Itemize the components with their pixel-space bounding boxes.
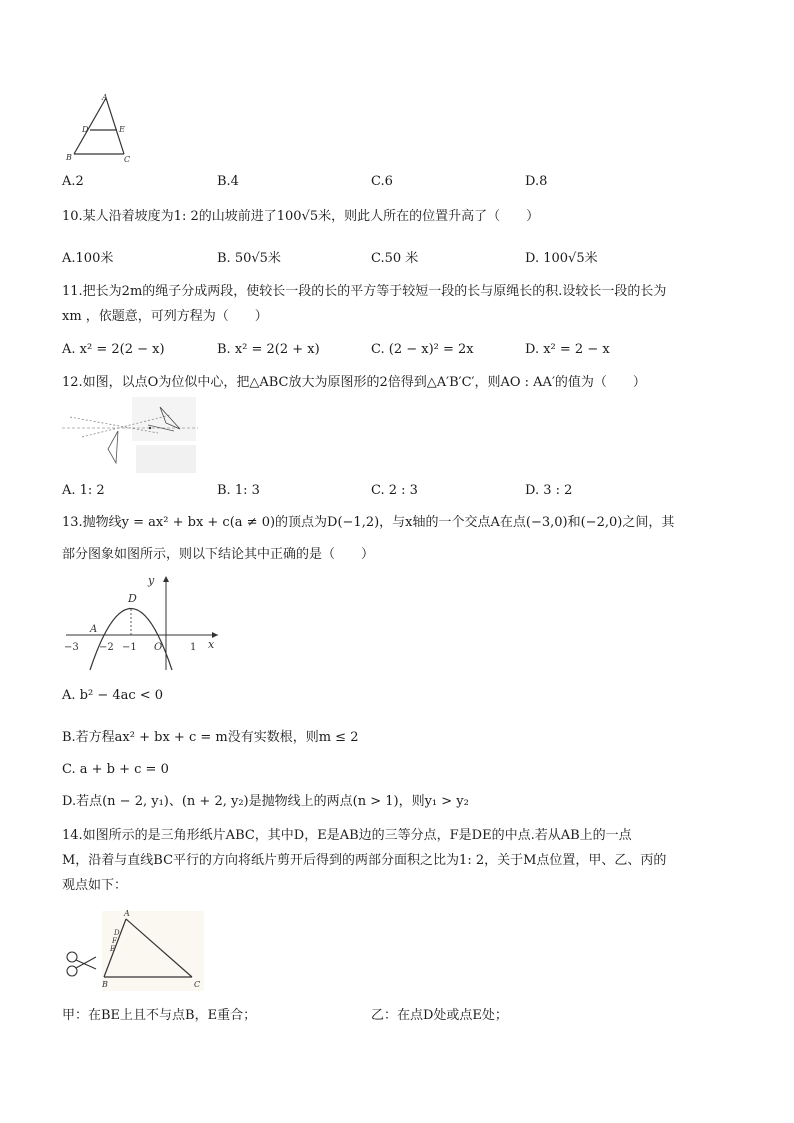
q9-label-c: C xyxy=(124,155,131,164)
q14-label-e: E xyxy=(110,945,116,953)
q14-stem-line1: 14.如图所示的是三角形纸片ABC，其中D，E是AB边的三等分点，F是DE的中点.若从AB上的一点 xyxy=(62,828,632,843)
q12-option-d[interactable]: D. 3 : 2 xyxy=(525,483,573,498)
q14-view-jia: 甲：在BE上且不与点B，E重合； xyxy=(62,1008,257,1023)
q14-view-yi: 乙：在点D处或点E处； xyxy=(371,1008,508,1023)
q13-option-c[interactable]: C. a + b + c = 0 xyxy=(62,762,169,777)
q13-stem-line2: 部分图象如图所示，则以下结论其中正确的是（ ） xyxy=(62,547,375,562)
q13-tick-1: 1 xyxy=(190,642,197,653)
q14-stem-line3: 观点如下： xyxy=(62,878,128,893)
q13-parabola-figure xyxy=(62,572,224,672)
q11-stem-line1: 11.把长为2m的绳子分成两段，使较长一段的长的平方等于较短一段的长与原绳长的积.设较长一段的长为 xyxy=(62,284,667,299)
q13-option-d[interactable]: D.若点(n − 2, y₁)、(n + 2, y₂)是抛物线上的两点(n > 1)，则y₁ > y₂ xyxy=(62,794,469,809)
q13-tick-minus3: −3 xyxy=(64,642,79,653)
q13-option-b[interactable]: B.若方程ax² + bx + c = m没有实数根，则m ≤ 2 xyxy=(62,730,359,745)
q13-label-d: D xyxy=(128,592,137,605)
q13-stem-line1: 13.抛物线y = ax² + bx + c(a ≠ 0)的顶点为D(−1,2)，与x轴的一个交点A在点(−3,0)和(−2,0)之间，其 xyxy=(62,515,675,530)
q14-stem-line2: M，沿着与直线BC平行的方向将纸片剪开后得到的两部分面积之比为1: 2，关于M点位置，甲、乙、丙的 xyxy=(62,853,667,868)
q11-option-b[interactable]: B. x² = 2(2 + x) xyxy=(217,342,320,357)
q10-option-b[interactable]: B. 50√5米 xyxy=(217,251,281,266)
q9-label-a: A xyxy=(102,93,108,102)
q13-tick-minus1: −1 xyxy=(122,642,137,653)
q13-option-a[interactable]: A. b² − 4ac < 0 xyxy=(62,688,164,703)
q13-label-x: x xyxy=(208,638,215,651)
q12-option-b[interactable]: B. 1: 3 xyxy=(217,483,260,498)
q12-option-a[interactable]: A. 1: 2 xyxy=(62,483,105,498)
q13-tick-minus2: −2 xyxy=(99,642,114,653)
q14-label-c: C xyxy=(194,980,201,989)
q9-triangle-figure xyxy=(62,92,142,166)
q9-label-e: E xyxy=(119,125,125,134)
q9-label-b: B xyxy=(66,153,72,162)
q9-label-d: D xyxy=(82,125,89,134)
q14-label-b: B xyxy=(102,980,108,989)
q14-paper-triangle-figure xyxy=(62,905,208,991)
scissors-icon xyxy=(67,952,96,976)
q10-stem: 10.某人沿着坡度为1: 2的山坡前进了100√5米，则此人所在的位置升高了（ ） xyxy=(62,209,540,224)
q13-origin-label: O xyxy=(154,642,163,653)
q11-option-a[interactable]: A. x² = 2(2 − x) xyxy=(62,342,165,357)
q10-option-d[interactable]: D. 100√5米 xyxy=(525,251,598,266)
q11-option-d[interactable]: D. x² = 2 − x xyxy=(525,342,610,357)
q9-option-b[interactable]: B.4 xyxy=(217,174,239,189)
q9-option-c[interactable]: C.6 xyxy=(371,174,393,189)
q9-option-d[interactable]: D.8 xyxy=(525,174,548,189)
q13-label-a: A xyxy=(90,624,98,635)
q10-option-a[interactable]: A.100米 xyxy=(62,251,114,266)
q14-label-a: A xyxy=(124,909,130,918)
q11-option-c[interactable]: C. (2 − x)² = 2x xyxy=(371,342,474,357)
q9-option-a[interactable]: A.2 xyxy=(62,174,84,189)
q12-stem: 12.如图，以点O为位似中心，把△ABC放大为原图形的2倍得到△A′B′C′，则AO : AA′的值为（ ） xyxy=(62,375,646,390)
q11-stem-line2: xm ，依题意，可列方程为（ ） xyxy=(62,309,268,324)
q14-label-d: D xyxy=(114,929,120,937)
q14-label-f: F xyxy=(112,937,117,945)
q12-option-c[interactable]: C. 2 : 3 xyxy=(371,483,418,498)
q12-homothety-figure xyxy=(62,395,198,475)
q13-label-y: y xyxy=(148,574,155,587)
q10-option-c[interactable]: C.50 米 xyxy=(371,251,419,266)
